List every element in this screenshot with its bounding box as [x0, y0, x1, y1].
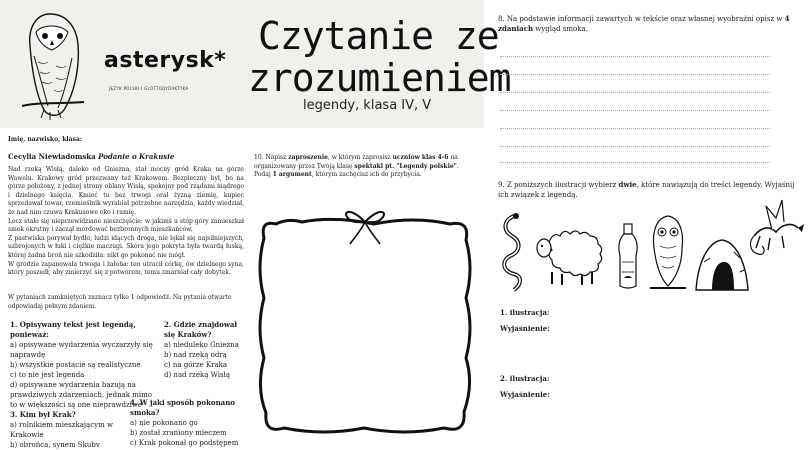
answer-option[interactable]: c) na górze Kraka: [164, 361, 228, 369]
owl-logo-icon: [18, 6, 90, 124]
legend-paragraph: W grodzie zapanowała trwoga i żałoba: ten utracił córkę, ów dzielnego syna, który poszedł, aby zmierzyć się z potworem, temu zmarniał cały dobytek.: [8, 260, 244, 277]
answer-line[interactable]: [500, 110, 770, 111]
bottle-icon[interactable]: [614, 222, 642, 292]
name-field-label: Imię, nazwisko, klasa:: [8, 136, 83, 143]
invitation-frame[interactable]: [254, 198, 476, 438]
legend-paragraph: Lecz stało się nieprzewidziane nieszczęście: w jakimś u stóp góry zamieszkał smok okrutny i zaczął mordować bezbronnych mieszkańców.: [8, 217, 244, 234]
owl-icon[interactable]: [648, 212, 688, 292]
instruction-text: W pytaniach zamkniętych zaznacz tylko 1 odpowiedź. Na pytania otwarte odpowiadaj pełnym zdaniem.: [8, 294, 232, 310]
q10-part: , w którym zaprosisz: [327, 154, 393, 161]
answer-option[interactable]: b) wszystkie postacie są realistyczne: [10, 361, 141, 369]
answer-option[interactable]: a) nieduleko Gniezna: [164, 341, 239, 349]
question-3: [10, 410, 130, 450]
q10-part: . Podaj: [254, 162, 459, 179]
answer-option[interactable]: a) rolnikiem mieszkającym w Krakowie: [10, 421, 113, 439]
brand-name: asterysk*: [104, 48, 227, 73]
snake-icon[interactable]: [498, 210, 528, 294]
question-10-text: [254, 154, 476, 180]
illustration-2-label: 2. ilustracja:: [500, 374, 550, 383]
answer-line[interactable]: [500, 92, 770, 93]
answer-option[interactable]: d) nad rzeką Wisłą: [164, 371, 230, 379]
question-4: [130, 398, 254, 448]
answer-line[interactable]: [500, 74, 770, 75]
sheep-icon[interactable]: [536, 226, 608, 286]
legend-text: [8, 166, 244, 278]
q8-part: 4 zdaniach: [498, 14, 790, 33]
q10-part: 1 argument: [272, 171, 312, 179]
q10-part: , którym zachęcisz ich do przybycia.: [311, 171, 422, 179]
q8-part: wygląd smoka.: [533, 25, 588, 33]
answer-line[interactable]: [500, 128, 770, 129]
answer-line[interactable]: [500, 56, 770, 57]
question-8-text: [498, 14, 802, 34]
question-2: [164, 320, 248, 380]
answer-option[interactable]: a) opisywane wydarzenia wyczarzyły się naprawdę: [10, 341, 153, 359]
answer-option[interactable]: d) opisywane wydarzenia bazują na prawdziwych zdarzeniach, jednak mimo to w większości są one nieprawdziwe: [10, 381, 152, 409]
page-title-line2: zrozumieniem: [248, 56, 511, 100]
answer-option[interactable]: c) Krak pokonał go podstępem: [130, 439, 239, 447]
answer-option[interactable]: b) został zraniony mieczem: [130, 429, 227, 437]
question-2-title: 2. Gdzie znajdował się Kraków?: [164, 320, 238, 339]
answer-line[interactable]: [500, 146, 770, 147]
legend-author: Cecylia Niewiadomska: [8, 152, 96, 161]
answer-option[interactable]: b) obrońca, synem Skubv: [10, 441, 100, 449]
q9-part: , które nawiązują do treści legendy. Wyjaśnij ich związek z legendą.: [498, 181, 795, 199]
question-1: [10, 320, 160, 410]
illustration-1-label: 1. ilustracja:: [500, 308, 550, 317]
cave-icon[interactable]: [694, 232, 750, 292]
page-subtitle: legendy, klasa IV, V: [303, 98, 432, 113]
q10-part: na organizowany przez Twoją klasę: [254, 154, 458, 170]
question-10-number: 10.: [254, 154, 264, 161]
legend-heading: [8, 152, 174, 162]
q9-part: dwie: [618, 180, 637, 189]
legend-title: Podanie o Krakusie: [98, 152, 175, 161]
explanation-label: Wyjaśnienie:: [500, 390, 550, 399]
q10-part: Napisz: [265, 154, 289, 161]
question-3-title: 3. Kim był Krak?: [10, 410, 76, 419]
brand-subtitle: JĘZYK POLSKI I GLOTTODYDAKTYKA: [109, 86, 189, 91]
legend-paragraph: Z pastwiska porywał bydło, ludzi idących droga, nie lękał się najsilniejszych, uzbrojonych w łuki i ciężkie maczugi. Skóra jego pokryta była twardą łuską, której żadna broń nie szkodziła: nikt go pokonać nie mógł.: [8, 234, 244, 259]
q10-part: spektakl pt. "Legendy polskie": [354, 162, 457, 170]
q9-part: 9. Z poniższych ilustracji wybierz: [498, 181, 619, 189]
dragon-icon[interactable]: [746, 196, 806, 260]
q10-part: zaproszenie: [288, 154, 328, 161]
question-1-title: 1. Opisywany tekst jest legendą, ponieważ:: [10, 320, 136, 339]
q8-part: 8. Na podstawie informacji zawartych w tekście oraz własnej wyobraźni opisz w: [498, 15, 785, 23]
question-4-title: 4. W jaki sposób pokonano smoka?: [130, 398, 235, 417]
legend-paragraph: Nad rzeką Wisłą, daleko od Gniezna, stał mocny gród Kraka na górze Wawelu. Krakowy gród przezwany też Krakowem. Bezpieczny był, bo na górze położony, z jednej strony oblany Wisłą, spokojny pod rządami mądrego i dzielnego księcia. Kmieć tu bez trwogi orał żyzną ziemię, kupiec sprzedawał towar, rzemieślnik wyrabiał potrzebne narzędzia, każdy wiedział, że nad nim czuwa Krakusowe oko i ramię.: [8, 166, 244, 216]
answer-line[interactable]: [500, 162, 770, 163]
answer-option[interactable]: a) nie pokonano go: [130, 419, 198, 427]
answer-option[interactable]: c) to nie jest legenda: [10, 371, 85, 379]
explanation-label: Wyjaśnienie:: [500, 324, 550, 333]
answer-option[interactable]: b) nad rzeką odrą: [164, 351, 227, 359]
page-title-line1: Czytanie ze: [258, 14, 499, 58]
q10-part: uczniów klas 4-6: [392, 154, 449, 161]
